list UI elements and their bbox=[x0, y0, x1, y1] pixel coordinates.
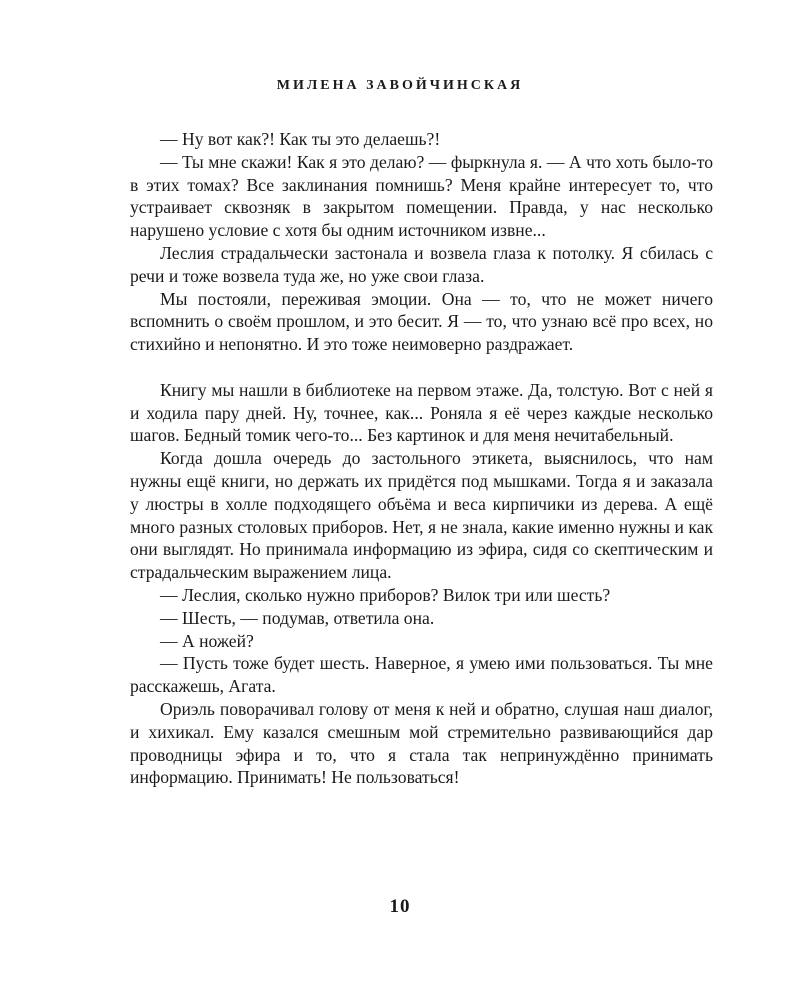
paragraph: — Леслия, сколько нужно приборов? Вилок три или шесть? bbox=[160, 584, 611, 605]
paragraph: — Ты мне скажи! Как я это делаю? — фыркнула я. — А что хоть было-то в этих томах? Все заклинания помнишь? Меня крайне интересует то, что устраивает сквозняк в закрытом помещении. Правда, у нас несколько нарушено условие с хотя бы одним источником извне... bbox=[130, 151, 713, 241]
paragraph: Леслия страдальчески застонала и возвела глаза к потолку. Я сбилась с речи и тоже возвела туда же, но уже свои глаза. bbox=[130, 242, 713, 286]
paragraph: Мы постояли, переживая эмоции. Она — то, что не может ничего вспомнить о своём прошлом, и это бесит. Я — то, что узнаю всё про всех, но стихийно и непонятно. И это тоже неимоверно раздражает. bbox=[130, 288, 713, 355]
paragraph: Книгу мы нашли в библиотеке на первом этаже. Да, толстую. Вот с ней я и ходила пару дней. Ну, точнее, как... Роняла я её через каждые несколько шагов. Бедный томик чего-то... Без картинок и для меня нечитабельный. bbox=[130, 379, 713, 446]
paragraph: Когда дошла очередь до застольного этикета, выяснилось, что нам нужны ещё книги, но держать их придётся под мышками. Тогда я и заказала у люстры в холле подходящего объёма и веса кирпичики из дерева. А ещё много разных столовых приборов. Нет, я не знала, какие именно нужны и как они выглядят. Но принимала информацию из эфира, сидя со скептическим и страдальческим выражением лица. bbox=[130, 448, 713, 583]
paragraph: — Шесть, — подумав, ответила она. bbox=[160, 607, 435, 628]
paragraph: Ориэль поворачивал голову от меня к ней и обратно, слушая наш диалог, и хихикал. Ему казался смешным мой стремительно развивающийся дар проводницы эфира и то, что я стала так непринуждённо принимать информацию. Принимать! Не пользоваться! bbox=[130, 698, 713, 788]
body-text bbox=[130, 128, 713, 789]
paragraph: — Ну вот как?! Как ты это делаешь?! bbox=[160, 129, 441, 149]
paragraph: — А ножей? bbox=[160, 630, 254, 651]
paragraph: — Пусть тоже будет шесть. Наверное, я умею ими пользоваться. Ты мне расскажешь, Агата. bbox=[130, 653, 713, 697]
running-head-author: МИЛЕНА ЗАВОЙЧИНСКАЯ bbox=[276, 78, 524, 93]
page-number: 10 bbox=[389, 896, 411, 917]
section-break bbox=[130, 356, 713, 379]
